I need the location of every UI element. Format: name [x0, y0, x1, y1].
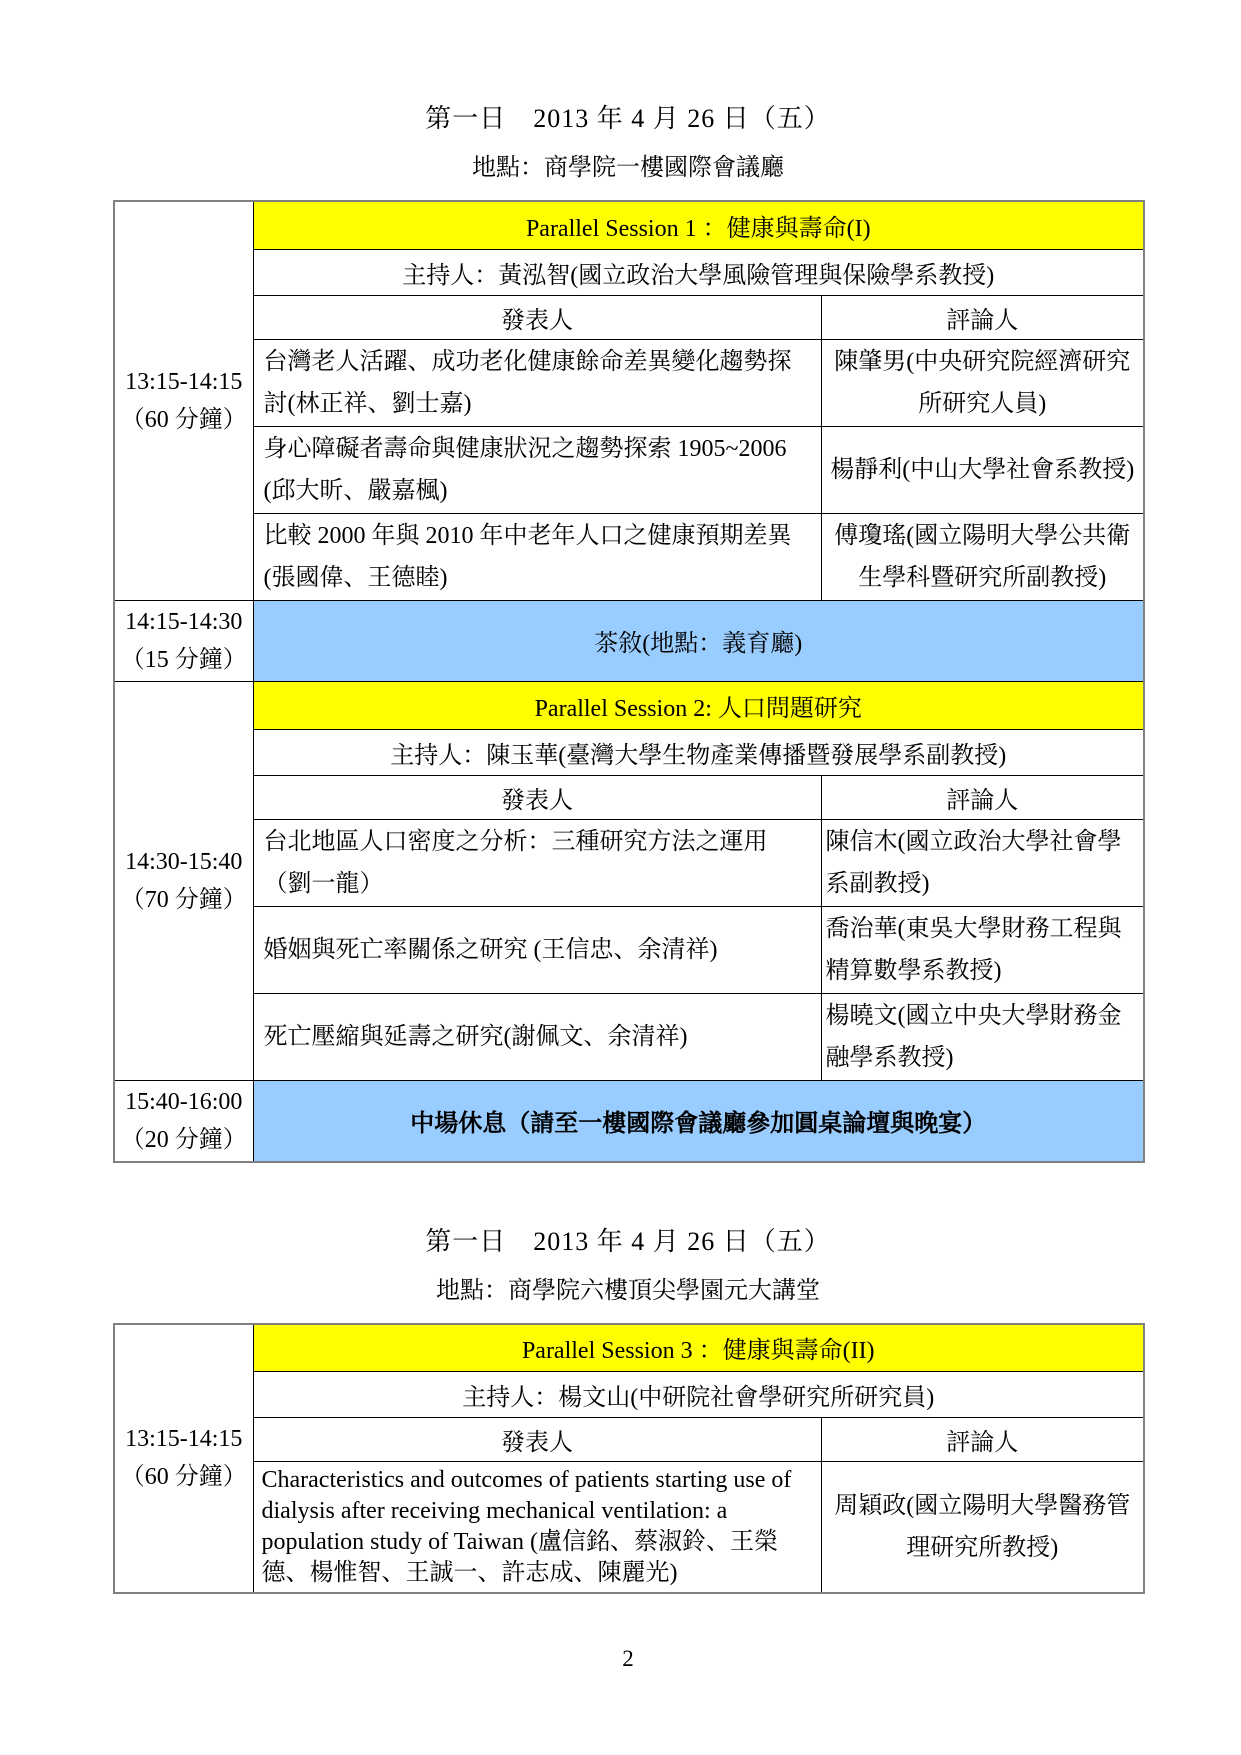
- table-row: [114, 201, 1144, 249]
- location-line: 地點：商學院一樓國際會議廳: [472, 155, 784, 181]
- schedule-table-1: [113, 200, 1145, 1163]
- table-row: [114, 906, 1144, 993]
- moderator-line: 主持人：楊文山(中研院社會學研究所研究員): [253, 1372, 1144, 1418]
- schedule-section-day1-venue2: [113, 1225, 1143, 1595]
- commentator-cell: 陳肇男(中央研究院經濟研究所研究人員): [821, 339, 1144, 426]
- table-row: [114, 775, 1144, 819]
- presenter-cell: 台灣老人活躍、成功老化健康餘命差異變化趨勢探討(林正祥、劉士嘉): [253, 339, 821, 426]
- moderator-line: 主持人：黃泓智(國立政治大學風險管理與保險學系教授): [253, 249, 1144, 295]
- table-row: [114, 1324, 1144, 1372]
- time-range: 14:15-14:30: [125, 608, 243, 635]
- time-range: 13:15-14:15: [125, 368, 243, 395]
- commentator-cell: 陳信木(國立政治大學社會學系副教授): [821, 819, 1144, 906]
- table-row: [114, 249, 1144, 295]
- commentator-cell: 楊靜利(中山大學社會系教授): [821, 426, 1144, 513]
- time-duration: （70 分鐘）: [120, 886, 247, 913]
- time-cell: [114, 681, 253, 1080]
- session-title: Parallel Session 1 ：健康與壽命(I): [253, 201, 1144, 249]
- page-number: 2: [622, 1646, 634, 1671]
- time-cell: [114, 600, 253, 681]
- time-cell: [114, 1324, 253, 1594]
- table-row: [114, 729, 1144, 775]
- break-label: 中場休息（請至一樓國際會議廳參加圓桌論壇與晚宴）: [253, 1080, 1144, 1162]
- presenter-cell: 身心障礙者壽命與健康狀況之趨勢探索 1905~2006 (邱大昕、嚴嘉楓): [253, 426, 821, 513]
- location-line: 地點：商學院六樓頂尖學園元大講堂: [436, 1277, 820, 1304]
- presenter-cell: 台北地區人口密度之分析：三種研究方法之運用（劉一龍）: [253, 819, 821, 906]
- time-range: 14:30-15:40: [125, 848, 243, 875]
- schedule-section-day1-venue1: [113, 102, 1143, 1163]
- moderator-line: 主持人：陳玉華(臺灣大學生物產業傳播暨發展學系副教授): [253, 729, 1144, 775]
- table-row: [114, 1080, 1144, 1162]
- commentator-header: 評論人: [821, 1418, 1144, 1462]
- document-page: [113, 0, 1143, 1672]
- table-row: [114, 1462, 1144, 1594]
- commentator-cell: 楊曉文(國立中央大學財務金融學系教授): [821, 993, 1144, 1080]
- table-row: [114, 819, 1144, 906]
- commentator-header: 評論人: [821, 295, 1144, 339]
- presenter-header: 發表人: [253, 295, 821, 339]
- presenter-cell: 比較 2000 年與 2010 年中老年人口之健康預期差異 (張國偉、王德睦): [253, 513, 821, 600]
- time-range: 15:40-16:00: [125, 1088, 243, 1115]
- table-row: [114, 1372, 1144, 1418]
- commentator-cell: 周穎政(國立陽明大學醫務管理研究所教授): [821, 1462, 1144, 1594]
- presenter-cell: Characteristics and outcomes of patients starting use of dialysis after receiving mechanical ventilation: a population study of Taiwan (盧信銘、蔡淑鈴、王榮德、楊惟智、王誠一、許志成、陳麗光): [253, 1462, 821, 1594]
- table-row: [114, 295, 1144, 339]
- time-duration: （60 分鐘）: [120, 406, 247, 433]
- table-row: [114, 513, 1144, 600]
- session-title: Parallel Session 2: 人口問題研究: [253, 681, 1144, 729]
- table-row: [114, 993, 1144, 1080]
- presenter-header: 發表人: [253, 1418, 821, 1462]
- commentator-header: 評論人: [821, 775, 1144, 819]
- table-row: [114, 426, 1144, 513]
- commentator-cell: 傅瓊瑤(國立陽明大學公共衛生學科暨研究所副教授): [821, 513, 1144, 600]
- time-duration: （60 分鐘）: [120, 1464, 247, 1491]
- page-title: 第一日 2013 年 4 月 26 日（五）: [425, 1226, 831, 1256]
- page-title: 第一日 2013 年 4 月 26 日（五）: [425, 104, 831, 133]
- table-row: [114, 339, 1144, 426]
- presenter-header: 發表人: [253, 775, 821, 819]
- time-cell: [114, 1080, 253, 1162]
- schedule-table-2: [113, 1323, 1145, 1595]
- time-cell: [114, 201, 253, 600]
- time-range: 13:15-14:15: [125, 1426, 243, 1453]
- session-title: Parallel Session 3 ：健康與壽命(II): [253, 1324, 1144, 1372]
- table-row: [114, 600, 1144, 681]
- table-row: [114, 1418, 1144, 1462]
- presenter-cell: 死亡壓縮與延壽之研究(謝佩文、余清祥): [253, 993, 821, 1080]
- presenter-cell: 婚姻與死亡率關係之研究 (王信忠、余清祥): [253, 906, 821, 993]
- table-row: [114, 681, 1144, 729]
- break-label: 茶敘(地點：義育廳): [253, 600, 1144, 681]
- time-duration: （15 分鐘）: [120, 646, 247, 673]
- commentator-cell: 喬治華(東吳大學財務工程與精算數學系教授): [821, 906, 1144, 993]
- time-duration: （20 分鐘）: [120, 1126, 247, 1153]
